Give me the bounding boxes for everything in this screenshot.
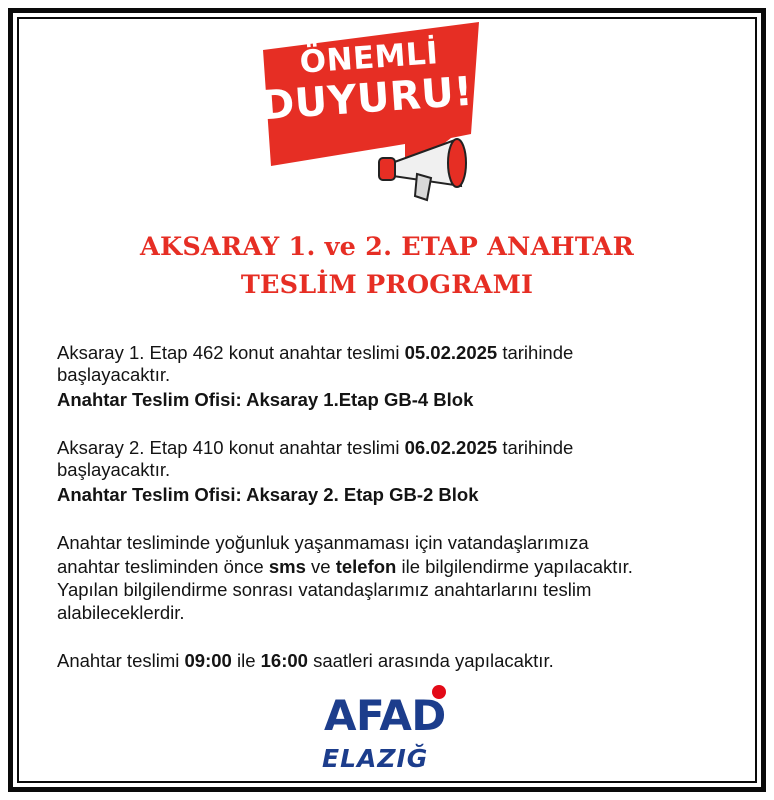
megaphone-icon [373,134,473,204]
etap1-office: Anahtar Teslim Ofisi: Aksaray 1.Etap GB-4 Blok [57,389,474,410]
city-label: ELAZIĞ [322,744,429,773]
badge-line-2: DUYURU! [259,68,475,130]
etap2-date: 06.02.2025 [404,437,498,458]
info-line-1: Anahtar tesliminde yoğunluk yaşanmaması için vatandaşlarımıza [57,532,589,553]
etap2-line-2: başlayacaktır. [57,459,171,480]
etap1-line-1: Aksaray 1. Etap 462 konut anahtar teslimi 05.02.2025 tarihinde [57,342,574,363]
announcement-badge [255,16,495,216]
telefon-word: telefon [335,556,397,577]
etap2-office: Anahtar Teslim Ofisi: Aksaray 2. Etap GB-2 Blok [57,484,479,505]
etap1-line-2: başlayacaktır. [57,364,171,385]
badge-line-1: ÖNEMLİ [298,35,440,81]
hours-start: 09:00 [184,650,232,671]
program-title-line-1: AKSARAY 1. ve 2. ETAP ANAHTAR [139,232,635,262]
hours-line: Anahtar teslimi 09:00 ile 16:00 saatleri arasında yapılacaktır. [57,650,554,671]
etap1-date: 05.02.2025 [404,342,498,363]
info-line-2: anahtar tesliminden önce sms ve telefon ile bilgilendirme yapılacaktır. [57,556,633,577]
program-title-line-2: TESLİM PROGRAMI [240,270,534,300]
hours-end: 16:00 [260,650,308,671]
sms-word: sms [268,556,306,577]
afad-logo: AFAD [324,691,446,740]
info-line-3: Yapılan bilgilendirme sonrası vatandaşlarımız anahtarlarını teslim [57,579,592,600]
info-line-4: alabileceklerdir. [57,602,185,623]
etap2-line-1: Aksaray 2. Etap 410 konut anahtar teslimi 06.02.2025 tarihinde [57,437,574,458]
